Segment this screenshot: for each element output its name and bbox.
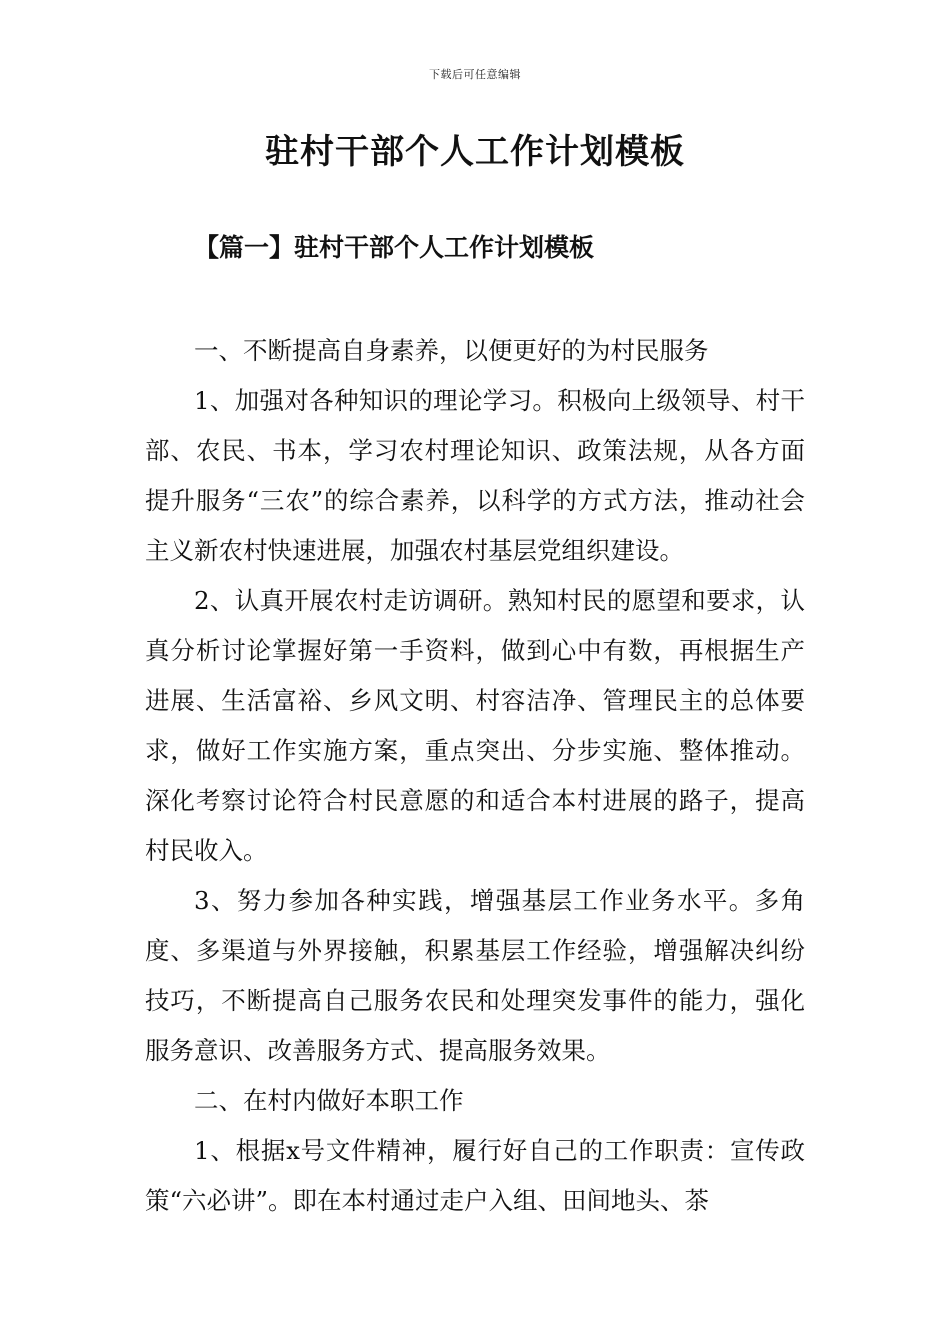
body-paragraph: 2、认真开展农村走访调研。熟知村民的愿望和要求，认真分析讨论掌握好第一手资料，做到心中有数，再根据生产进展、生活富裕、乡风文明、村容洁净、管理民主的总体要求，做好工作实施方案，重点突出、分步实施、整体推动。深化考察讨论符合村民意愿的和适合本村进展的路子，提高村民收入。 <box>145 586 805 865</box>
header-note: 下载后可任意编辑 <box>429 68 521 81</box>
heading-paragraph: 二、在村内做好本职工作 <box>194 1086 464 1115</box>
document-title: 驻村干部个人工作计划模板 <box>265 132 685 172</box>
body-paragraph: 1、加强对各种知识的理论学习。积极向上级领导、村干部、农民、书本，学习农村理论知识、政策法规，从各方面提升服务“三农”的综合素养，以科学的方式方法，推动社会主义新农村快速进展，加强农村基层党组织建设。 <box>145 386 805 565</box>
body-paragraph: 1、根据x号文件精神，履行好自己的工作职责：宣传政策“六必讲”。即在本村通过走户入组、田间地头、茶 <box>145 1136 805 1215</box>
document-body <box>145 326 805 1226</box>
body-paragraph: 3、努力参加各种实践，增强基层工作业务水平。多角度、多渠道与外界接触，积累基层工作经验，增强解决纠纷技巧，不断提高自己服务农民和处理突发事件的能力，强化服务意识、改善服务方式、提高服务效果。 <box>145 886 805 1065</box>
heading-paragraph: 一、不断提高自身素养，以便更好的为村民服务 <box>194 336 709 365</box>
section-title: 【篇一】驻村干部个人工作计划模板 <box>194 233 595 262</box>
